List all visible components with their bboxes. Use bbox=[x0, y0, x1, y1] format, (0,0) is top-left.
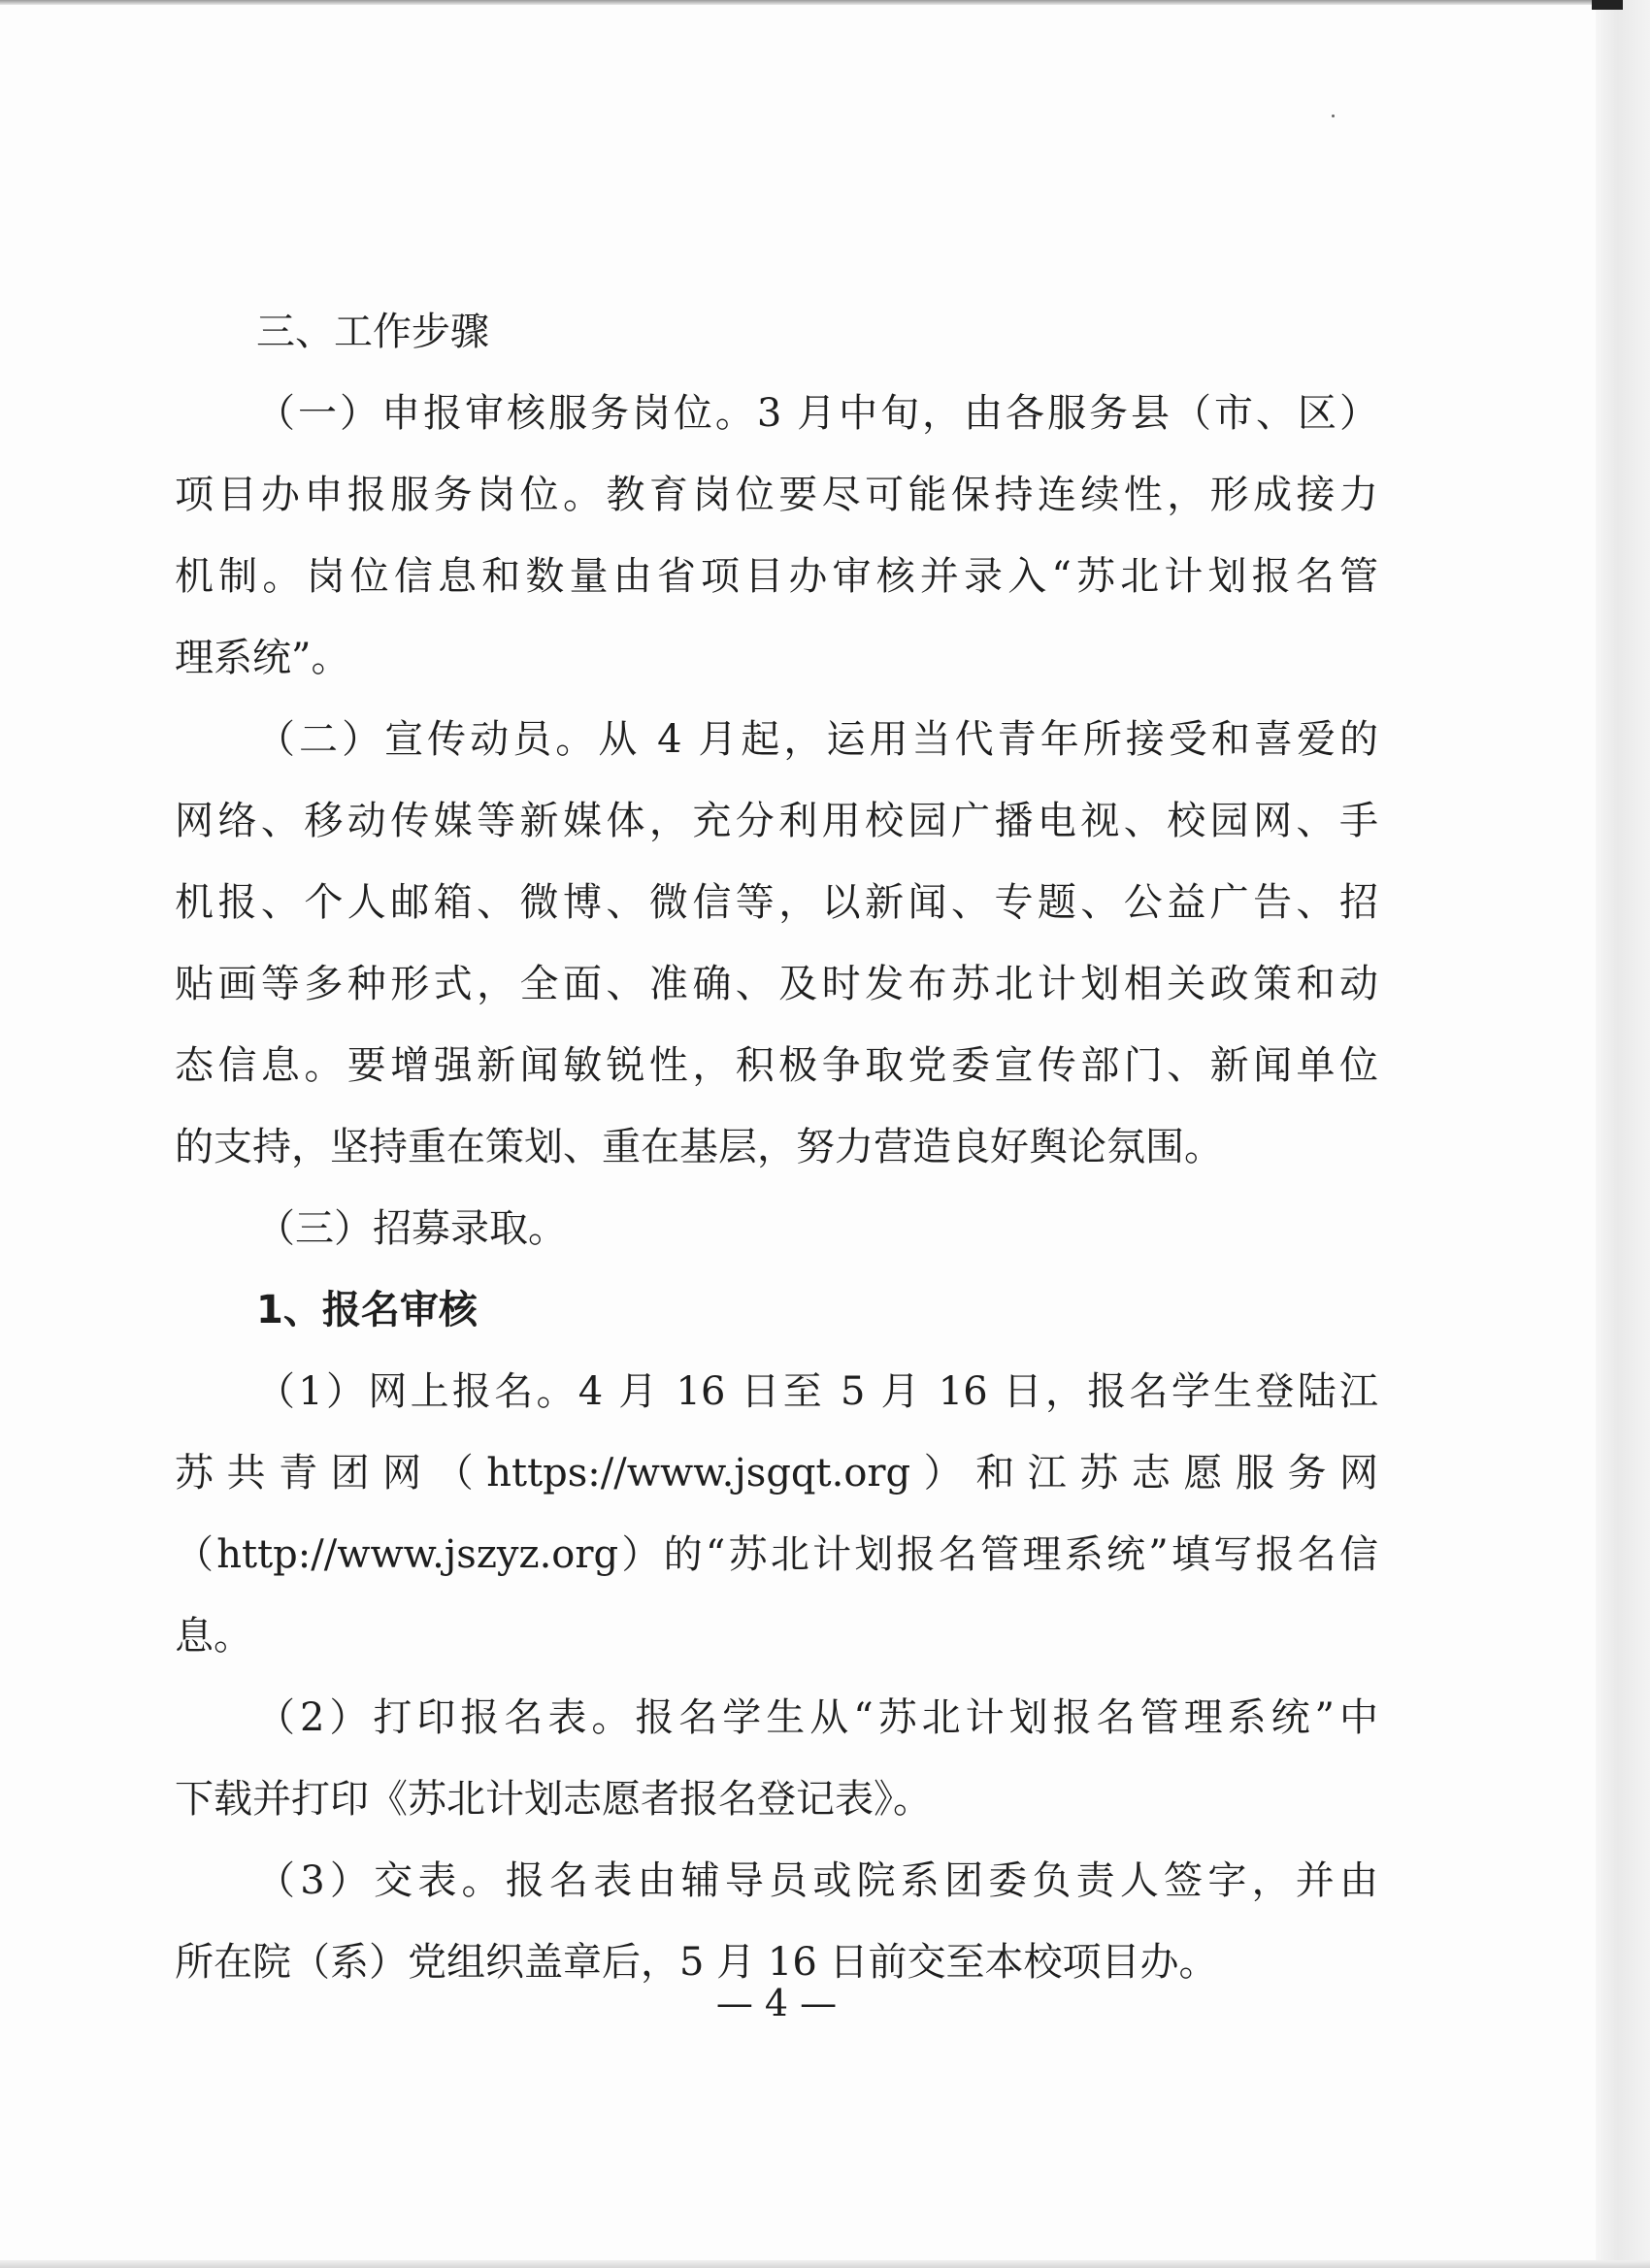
paragraph-line: 所在院（系）党组织盖章后，5 月 16 日前交至本校项目办。 bbox=[175, 1940, 1218, 1985]
paragraph-line: 机报、个人邮箱、微博、微信等，以新闻、专题、公益广告、招 bbox=[175, 880, 1378, 925]
body-text bbox=[175, 291, 1378, 2003]
scan-edge-top bbox=[0, 0, 1592, 5]
page-number: — 4 — bbox=[715, 1982, 838, 2024]
scan-edge-right bbox=[1596, 0, 1650, 2268]
scan-speck bbox=[1332, 115, 1335, 117]
scan-edge-mark bbox=[1592, 0, 1623, 10]
paragraph-line: （二）宣传动员。从 4 月起，运用当代青年所接受和喜爱的 bbox=[256, 717, 1378, 762]
paragraph-line: 息。 bbox=[175, 1614, 252, 1659]
paragraph-line: 的支持，坚持重在策划、重在基层，努力营造良好舆论氛围。 bbox=[175, 1125, 1223, 1169]
paragraph-line: 下载并打印《苏北计划志愿者报名登记表》。 bbox=[175, 1777, 932, 1822]
paragraph-line: 贴画等多种形式，全面、准确、及时发布苏北计划相关政策和动 bbox=[175, 962, 1378, 1006]
paragraph-line: 网络、移动传媒等新媒体，充分利用校园广播电视、校园网、手 bbox=[175, 799, 1378, 843]
paragraph-line: （1）网上报名。4 月 16 日至 5 月 16 日，报名学生登陆江 bbox=[256, 1369, 1378, 1414]
paragraph-line: （http://www.jszyz.org）的“苏北计划报名管理系统”填写报名信 bbox=[175, 1532, 1378, 1577]
paragraph-line: （3）交表。报名表由辅导员或院系团委负责人签字，并由 bbox=[256, 1858, 1378, 1903]
paragraph-line: 苏共青团网（https://www.jsgqt.org）和江苏志愿服务网 bbox=[175, 1451, 1378, 1496]
scan-edge-bottom bbox=[0, 2260, 1650, 2268]
paragraph-line: 理系统”。 bbox=[175, 636, 350, 680]
paragraph-line: （2）打印报名表。报名学生从“苏北计划报名管理系统”中 bbox=[256, 1695, 1378, 1740]
paragraph-line: （一）申报审核服务岗位。3 月中旬，由各服务县（市、区） bbox=[256, 391, 1378, 436]
paragraph-line: 机制。岗位信息和数量由省项目办审核并录入“苏北计划报名管 bbox=[175, 554, 1378, 599]
subheading-registration-review: 1、报名审核 bbox=[256, 1288, 478, 1332]
section-heading-work-steps: 三、工作步骤 bbox=[256, 310, 489, 354]
paragraph-line: 项目办申报服务岗位。教育岗位要尽可能保持连续性，形成接力 bbox=[175, 473, 1378, 517]
paragraph-line: 态信息。要增强新闻敏锐性，积极争取党委宣传部门、新闻单位 bbox=[175, 1043, 1378, 1088]
subsection-heading-recruitment: （三）招募录取。 bbox=[256, 1206, 567, 1251]
